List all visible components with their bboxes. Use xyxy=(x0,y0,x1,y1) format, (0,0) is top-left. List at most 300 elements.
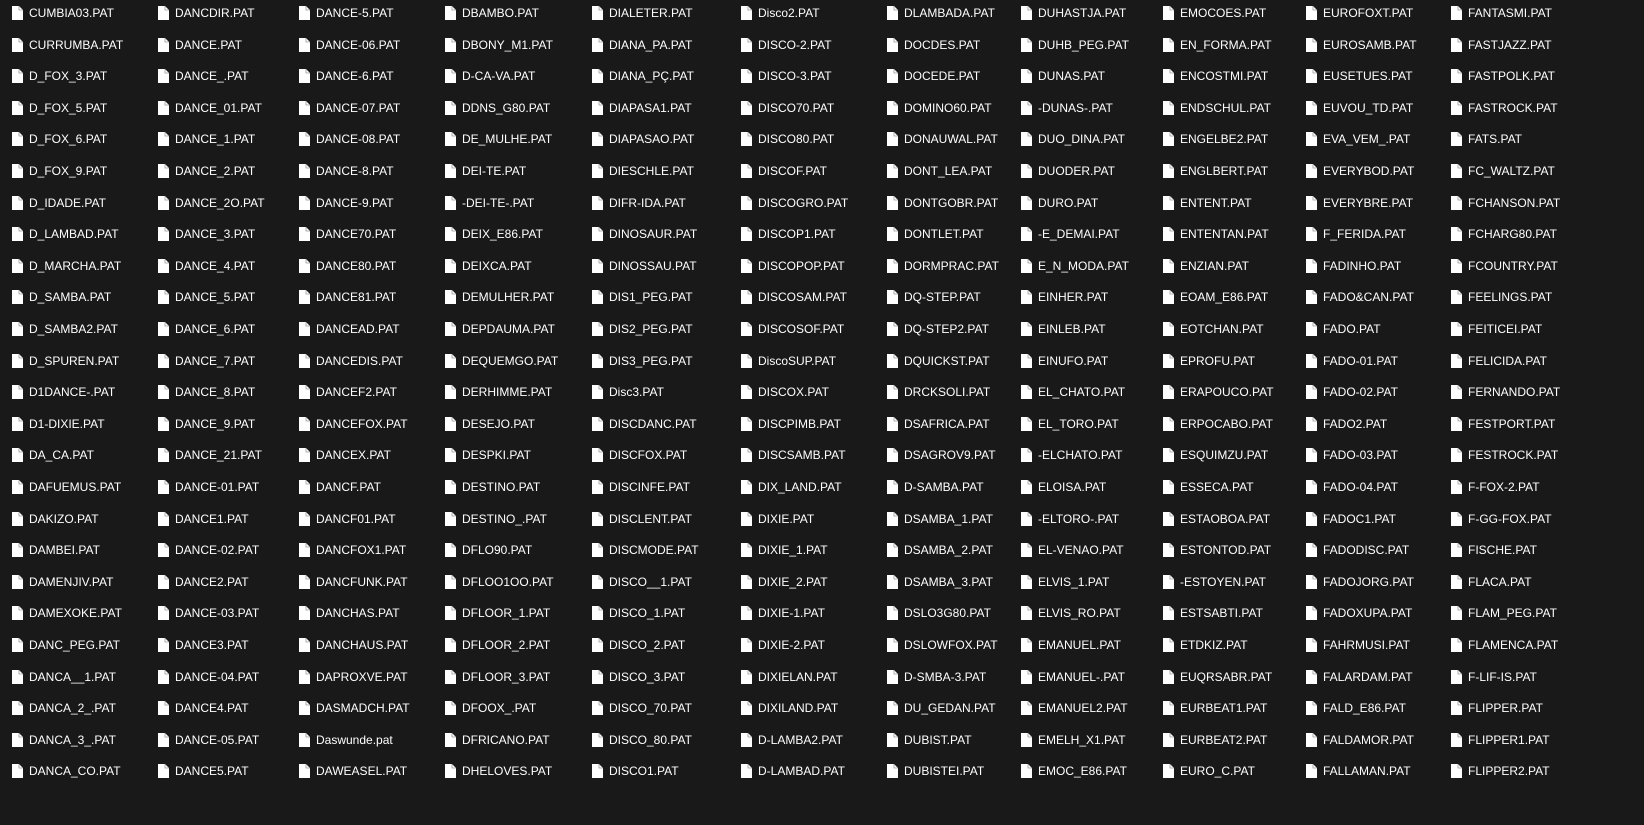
file-item[interactable] xyxy=(1151,602,1294,624)
file-item[interactable] xyxy=(580,602,729,624)
file-item[interactable] xyxy=(0,2,146,24)
file-item[interactable] xyxy=(1151,539,1294,561)
file-item[interactable] xyxy=(1439,634,1644,656)
file-item[interactable] xyxy=(0,34,146,56)
file-name-label: EOAM_E86.PAT xyxy=(1180,290,1269,304)
file-item[interactable] xyxy=(580,318,729,340)
file-item[interactable] xyxy=(0,65,146,87)
file-item[interactable] xyxy=(1294,508,1439,530)
file-item[interactable] xyxy=(146,192,287,214)
file-name-label: DSAMBA_3.PAT xyxy=(904,575,993,589)
file-item[interactable] xyxy=(1294,97,1439,119)
file-item[interactable] xyxy=(146,160,287,182)
file-item[interactable] xyxy=(1151,350,1294,372)
file-item[interactable] xyxy=(0,666,146,688)
file-item[interactable] xyxy=(729,223,875,245)
file-item[interactable] xyxy=(875,65,1009,87)
file-item[interactable] xyxy=(1439,286,1644,308)
file-item[interactable] xyxy=(580,128,729,150)
document-file-icon xyxy=(445,638,456,652)
file-item[interactable] xyxy=(580,760,729,782)
file-item[interactable] xyxy=(1009,666,1151,688)
file-item[interactable] xyxy=(287,444,433,466)
file-item[interactable] xyxy=(1439,192,1644,214)
file-item[interactable] xyxy=(0,760,146,782)
file-item[interactable] xyxy=(875,634,1009,656)
file-item[interactable] xyxy=(729,666,875,688)
file-item[interactable] xyxy=(1294,666,1439,688)
file-item[interactable] xyxy=(287,413,433,435)
file-item[interactable] xyxy=(0,318,146,340)
file-item[interactable] xyxy=(1294,318,1439,340)
file-item[interactable] xyxy=(1294,255,1439,277)
file-name-label: FADOJORG.PAT xyxy=(1323,575,1414,589)
file-item[interactable] xyxy=(1151,160,1294,182)
file-item[interactable] xyxy=(146,476,287,498)
file-item[interactable] xyxy=(287,602,433,624)
file-item[interactable] xyxy=(1294,539,1439,561)
file-item[interactable] xyxy=(1439,476,1644,498)
file-item[interactable] xyxy=(1439,571,1644,593)
file-item[interactable] xyxy=(1009,286,1151,308)
file-item[interactable] xyxy=(433,65,580,87)
file-item[interactable] xyxy=(1151,634,1294,656)
file-item[interactable] xyxy=(1294,160,1439,182)
file-item[interactable] xyxy=(1151,697,1294,719)
file-item[interactable] xyxy=(1439,318,1644,340)
file-item[interactable] xyxy=(1151,381,1294,403)
file-item[interactable] xyxy=(1009,571,1151,593)
file-item[interactable] xyxy=(146,286,287,308)
file-item[interactable] xyxy=(875,476,1009,498)
file-item[interactable] xyxy=(875,97,1009,119)
file-item[interactable] xyxy=(875,729,1009,751)
file-item[interactable] xyxy=(1294,381,1439,403)
file-item[interactable] xyxy=(1294,65,1439,87)
file-item[interactable] xyxy=(1009,508,1151,530)
file-item[interactable] xyxy=(875,255,1009,277)
file-item[interactable] xyxy=(1009,602,1151,624)
file-item[interactable] xyxy=(580,571,729,593)
file-item[interactable] xyxy=(287,255,433,277)
file-item[interactable] xyxy=(146,350,287,372)
file-item[interactable] xyxy=(580,729,729,751)
file-name-label: DEQUEMGO.PAT xyxy=(462,354,559,368)
file-item[interactable] xyxy=(433,571,580,593)
file-item[interactable] xyxy=(0,602,146,624)
file-name-label: DIALETER.PAT xyxy=(609,6,693,20)
file-item[interactable] xyxy=(875,34,1009,56)
file-item[interactable] xyxy=(580,539,729,561)
file-item[interactable] xyxy=(1294,444,1439,466)
file-item[interactable] xyxy=(146,318,287,340)
file-name-label: DISCO_70.PAT xyxy=(609,701,692,715)
file-item[interactable] xyxy=(729,255,875,277)
file-item[interactable] xyxy=(1439,34,1644,56)
file-item[interactable] xyxy=(580,413,729,435)
file-item[interactable] xyxy=(1151,286,1294,308)
file-item[interactable] xyxy=(1151,65,1294,87)
file-column xyxy=(287,0,433,825)
file-item[interactable] xyxy=(433,286,580,308)
file-item[interactable] xyxy=(1294,697,1439,719)
file-item[interactable] xyxy=(1009,318,1151,340)
file-item[interactable] xyxy=(287,318,433,340)
file-item[interactable] xyxy=(433,223,580,245)
file-item[interactable] xyxy=(1439,97,1644,119)
file-item[interactable] xyxy=(287,34,433,56)
document-file-icon xyxy=(12,38,23,52)
file-item[interactable] xyxy=(1151,571,1294,593)
document-file-icon xyxy=(592,322,603,336)
document-file-icon xyxy=(592,670,603,684)
file-item[interactable] xyxy=(1151,34,1294,56)
document-file-icon xyxy=(592,101,603,115)
file-item[interactable] xyxy=(1439,508,1644,530)
file-item[interactable] xyxy=(1439,65,1644,87)
file-item[interactable] xyxy=(1294,634,1439,656)
file-item[interactable] xyxy=(1009,413,1151,435)
file-item[interactable] xyxy=(875,413,1009,435)
file-item[interactable] xyxy=(1009,539,1151,561)
file-item[interactable] xyxy=(1151,508,1294,530)
file-item[interactable] xyxy=(875,128,1009,150)
file-item[interactable] xyxy=(580,508,729,530)
file-item[interactable] xyxy=(433,128,580,150)
file-item[interactable] xyxy=(1009,634,1151,656)
file-item[interactable] xyxy=(0,571,146,593)
file-item[interactable] xyxy=(1439,760,1644,782)
file-item[interactable] xyxy=(1439,444,1644,466)
file-item[interactable] xyxy=(433,318,580,340)
file-item[interactable] xyxy=(0,160,146,182)
file-item[interactable] xyxy=(1439,223,1644,245)
file-item[interactable] xyxy=(433,697,580,719)
file-item[interactable] xyxy=(1009,760,1151,782)
file-item[interactable] xyxy=(1151,2,1294,24)
file-item[interactable] xyxy=(729,634,875,656)
file-item[interactable] xyxy=(1151,128,1294,150)
file-item[interactable] xyxy=(580,286,729,308)
file-name-label: EMOC_E86.PAT xyxy=(1038,764,1127,778)
file-item[interactable] xyxy=(1294,413,1439,435)
file-item[interactable] xyxy=(0,634,146,656)
file-item[interactable] xyxy=(146,413,287,435)
document-file-icon xyxy=(299,512,310,526)
file-item[interactable] xyxy=(287,192,433,214)
file-item[interactable] xyxy=(1151,97,1294,119)
file-item[interactable] xyxy=(146,255,287,277)
file-item[interactable] xyxy=(580,34,729,56)
file-item[interactable] xyxy=(0,128,146,150)
file-item[interactable] xyxy=(0,539,146,561)
file-item[interactable] xyxy=(875,539,1009,561)
file-item[interactable] xyxy=(146,508,287,530)
file-item[interactable] xyxy=(875,318,1009,340)
file-item[interactable] xyxy=(1294,476,1439,498)
file-item[interactable] xyxy=(287,381,433,403)
file-item[interactable] xyxy=(287,97,433,119)
file-item[interactable] xyxy=(1151,223,1294,245)
file-item[interactable] xyxy=(729,2,875,24)
file-item[interactable] xyxy=(1151,760,1294,782)
file-item[interactable] xyxy=(1009,160,1151,182)
file-item[interactable] xyxy=(1009,697,1151,719)
file-item[interactable] xyxy=(1439,2,1644,24)
file-item[interactable] xyxy=(1439,381,1644,403)
file-item[interactable] xyxy=(146,381,287,403)
file-item[interactable] xyxy=(1439,350,1644,372)
document-file-icon xyxy=(158,480,169,494)
file-item[interactable] xyxy=(433,476,580,498)
file-item[interactable] xyxy=(1439,697,1644,719)
document-file-icon xyxy=(1451,701,1462,715)
file-item[interactable] xyxy=(729,97,875,119)
file-name-label: DERHIMME.PAT xyxy=(462,385,553,399)
file-item[interactable] xyxy=(875,223,1009,245)
file-item[interactable] xyxy=(580,381,729,403)
file-item[interactable] xyxy=(580,2,729,24)
file-item[interactable] xyxy=(875,160,1009,182)
file-item[interactable] xyxy=(146,2,287,24)
file-item[interactable] xyxy=(0,223,146,245)
file-item[interactable] xyxy=(729,34,875,56)
file-item[interactable] xyxy=(287,286,433,308)
document-file-icon xyxy=(1163,101,1174,115)
file-item[interactable] xyxy=(146,571,287,593)
file-item[interactable] xyxy=(287,508,433,530)
file-item[interactable] xyxy=(729,571,875,593)
file-item[interactable] xyxy=(146,444,287,466)
file-item[interactable] xyxy=(1009,350,1151,372)
file-item[interactable] xyxy=(1294,350,1439,372)
file-item[interactable] xyxy=(287,160,433,182)
file-item[interactable] xyxy=(146,65,287,87)
file-item[interactable] xyxy=(146,34,287,56)
file-item[interactable] xyxy=(1009,192,1151,214)
file-item[interactable] xyxy=(1009,2,1151,24)
file-item[interactable] xyxy=(875,571,1009,593)
file-item[interactable] xyxy=(433,602,580,624)
file-item[interactable] xyxy=(580,223,729,245)
file-item[interactable] xyxy=(146,697,287,719)
file-item[interactable] xyxy=(0,350,146,372)
file-item[interactable] xyxy=(729,729,875,751)
file-item[interactable] xyxy=(875,381,1009,403)
file-item[interactable] xyxy=(1439,413,1644,435)
file-item[interactable] xyxy=(580,444,729,466)
file-item[interactable] xyxy=(146,223,287,245)
file-item[interactable] xyxy=(729,539,875,561)
file-item[interactable] xyxy=(433,413,580,435)
file-item[interactable] xyxy=(1439,160,1644,182)
file-item[interactable] xyxy=(875,602,1009,624)
file-item[interactable] xyxy=(0,729,146,751)
file-item[interactable] xyxy=(1151,729,1294,751)
file-item[interactable] xyxy=(0,192,146,214)
file-item[interactable] xyxy=(287,729,433,751)
file-item[interactable] xyxy=(729,381,875,403)
file-item[interactable] xyxy=(875,192,1009,214)
file-item[interactable] xyxy=(433,508,580,530)
file-item[interactable] xyxy=(875,286,1009,308)
file-item[interactable] xyxy=(1151,444,1294,466)
file-item[interactable] xyxy=(1151,666,1294,688)
file-name-label: D1DANCE-.PAT xyxy=(29,385,116,399)
file-item[interactable] xyxy=(287,539,433,561)
document-file-icon xyxy=(1163,69,1174,83)
file-item[interactable] xyxy=(1151,413,1294,435)
file-item[interactable] xyxy=(729,413,875,435)
file-item[interactable] xyxy=(146,634,287,656)
file-item[interactable] xyxy=(875,2,1009,24)
file-item[interactable] xyxy=(1009,255,1151,277)
file-item[interactable] xyxy=(1009,476,1151,498)
file-item[interactable] xyxy=(146,729,287,751)
file-item[interactable] xyxy=(287,65,433,87)
file-item[interactable] xyxy=(433,634,580,656)
file-item[interactable] xyxy=(433,34,580,56)
file-item[interactable] xyxy=(1294,602,1439,624)
file-item[interactable] xyxy=(287,760,433,782)
file-item[interactable] xyxy=(1009,444,1151,466)
file-item[interactable] xyxy=(1439,666,1644,688)
file-name-label: ELVIS_1.PAT xyxy=(1038,575,1110,589)
file-item[interactable] xyxy=(1439,255,1644,277)
file-item[interactable] xyxy=(1294,760,1439,782)
file-item[interactable] xyxy=(1294,34,1439,56)
file-item[interactable] xyxy=(146,539,287,561)
file-item[interactable] xyxy=(729,286,875,308)
file-item[interactable] xyxy=(433,729,580,751)
file-item[interactable] xyxy=(729,128,875,150)
file-item[interactable] xyxy=(729,192,875,214)
file-item[interactable] xyxy=(1294,2,1439,24)
file-item[interactable] xyxy=(0,286,146,308)
file-item[interactable] xyxy=(1439,128,1644,150)
file-item[interactable] xyxy=(0,508,146,530)
file-item[interactable] xyxy=(729,697,875,719)
file-item[interactable] xyxy=(433,2,580,24)
file-item[interactable] xyxy=(580,255,729,277)
file-item[interactable] xyxy=(0,444,146,466)
file-item[interactable] xyxy=(433,444,580,466)
file-item[interactable] xyxy=(1151,192,1294,214)
file-item[interactable] xyxy=(1151,476,1294,498)
file-item[interactable] xyxy=(580,634,729,656)
file-item[interactable] xyxy=(875,350,1009,372)
file-item[interactable] xyxy=(287,634,433,656)
file-item[interactable] xyxy=(433,666,580,688)
file-item[interactable] xyxy=(146,666,287,688)
file-item[interactable] xyxy=(0,413,146,435)
file-item[interactable] xyxy=(729,160,875,182)
file-item[interactable] xyxy=(0,255,146,277)
file-item[interactable] xyxy=(580,192,729,214)
file-item[interactable] xyxy=(146,128,287,150)
file-item[interactable] xyxy=(1009,128,1151,150)
file-item[interactable] xyxy=(287,350,433,372)
file-item[interactable] xyxy=(580,666,729,688)
file-item[interactable] xyxy=(1294,571,1439,593)
file-item[interactable] xyxy=(1009,223,1151,245)
file-item[interactable] xyxy=(580,350,729,372)
file-item[interactable] xyxy=(1009,65,1151,87)
file-item[interactable] xyxy=(287,666,433,688)
file-item[interactable] xyxy=(287,2,433,24)
file-item[interactable] xyxy=(729,65,875,87)
file-item[interactable] xyxy=(729,602,875,624)
file-item[interactable] xyxy=(875,444,1009,466)
file-item[interactable] xyxy=(875,666,1009,688)
file-item[interactable] xyxy=(433,192,580,214)
file-item[interactable] xyxy=(287,571,433,593)
file-item[interactable] xyxy=(1294,192,1439,214)
file-item[interactable] xyxy=(0,381,146,403)
file-item[interactable] xyxy=(1439,729,1644,751)
file-item[interactable] xyxy=(0,476,146,498)
file-item[interactable] xyxy=(580,476,729,498)
file-item[interactable] xyxy=(729,508,875,530)
file-item[interactable] xyxy=(287,223,433,245)
file-item[interactable] xyxy=(1151,318,1294,340)
file-item[interactable] xyxy=(433,760,580,782)
document-file-icon xyxy=(158,290,169,304)
file-item[interactable] xyxy=(1009,34,1151,56)
file-item[interactable] xyxy=(433,350,580,372)
file-item[interactable] xyxy=(1151,255,1294,277)
file-name-label: DIAPASA1.PAT xyxy=(609,101,692,115)
file-item[interactable] xyxy=(0,97,146,119)
file-item[interactable] xyxy=(287,128,433,150)
file-name-label: FCOUNTRY.PAT xyxy=(1468,259,1558,273)
file-item[interactable] xyxy=(875,760,1009,782)
file-item[interactable] xyxy=(1439,602,1644,624)
file-item[interactable] xyxy=(580,697,729,719)
file-item[interactable] xyxy=(433,539,580,561)
file-item[interactable] xyxy=(580,97,729,119)
file-item[interactable] xyxy=(729,444,875,466)
document-file-icon xyxy=(1021,512,1032,526)
file-item[interactable] xyxy=(433,381,580,403)
file-item[interactable] xyxy=(146,97,287,119)
file-item[interactable] xyxy=(146,760,287,782)
file-item[interactable] xyxy=(729,318,875,340)
file-item[interactable] xyxy=(433,160,580,182)
file-item[interactable] xyxy=(729,350,875,372)
file-item[interactable] xyxy=(875,697,1009,719)
file-item[interactable] xyxy=(1009,729,1151,751)
file-item[interactable] xyxy=(1294,223,1439,245)
file-item[interactable] xyxy=(0,697,146,719)
file-item[interactable] xyxy=(1439,539,1644,561)
file-item[interactable] xyxy=(729,476,875,498)
file-item[interactable] xyxy=(1294,729,1439,751)
file-item[interactable] xyxy=(875,508,1009,530)
file-item[interactable] xyxy=(287,697,433,719)
file-item[interactable] xyxy=(729,760,875,782)
file-item[interactable] xyxy=(146,602,287,624)
file-item[interactable] xyxy=(1009,97,1151,119)
file-item[interactable] xyxy=(287,476,433,498)
file-item[interactable] xyxy=(433,97,580,119)
file-item[interactable] xyxy=(580,65,729,87)
file-item[interactable] xyxy=(1009,381,1151,403)
file-item[interactable] xyxy=(1294,128,1439,150)
file-item[interactable] xyxy=(580,160,729,182)
file-item[interactable] xyxy=(1294,286,1439,308)
file-item[interactable] xyxy=(433,255,580,277)
